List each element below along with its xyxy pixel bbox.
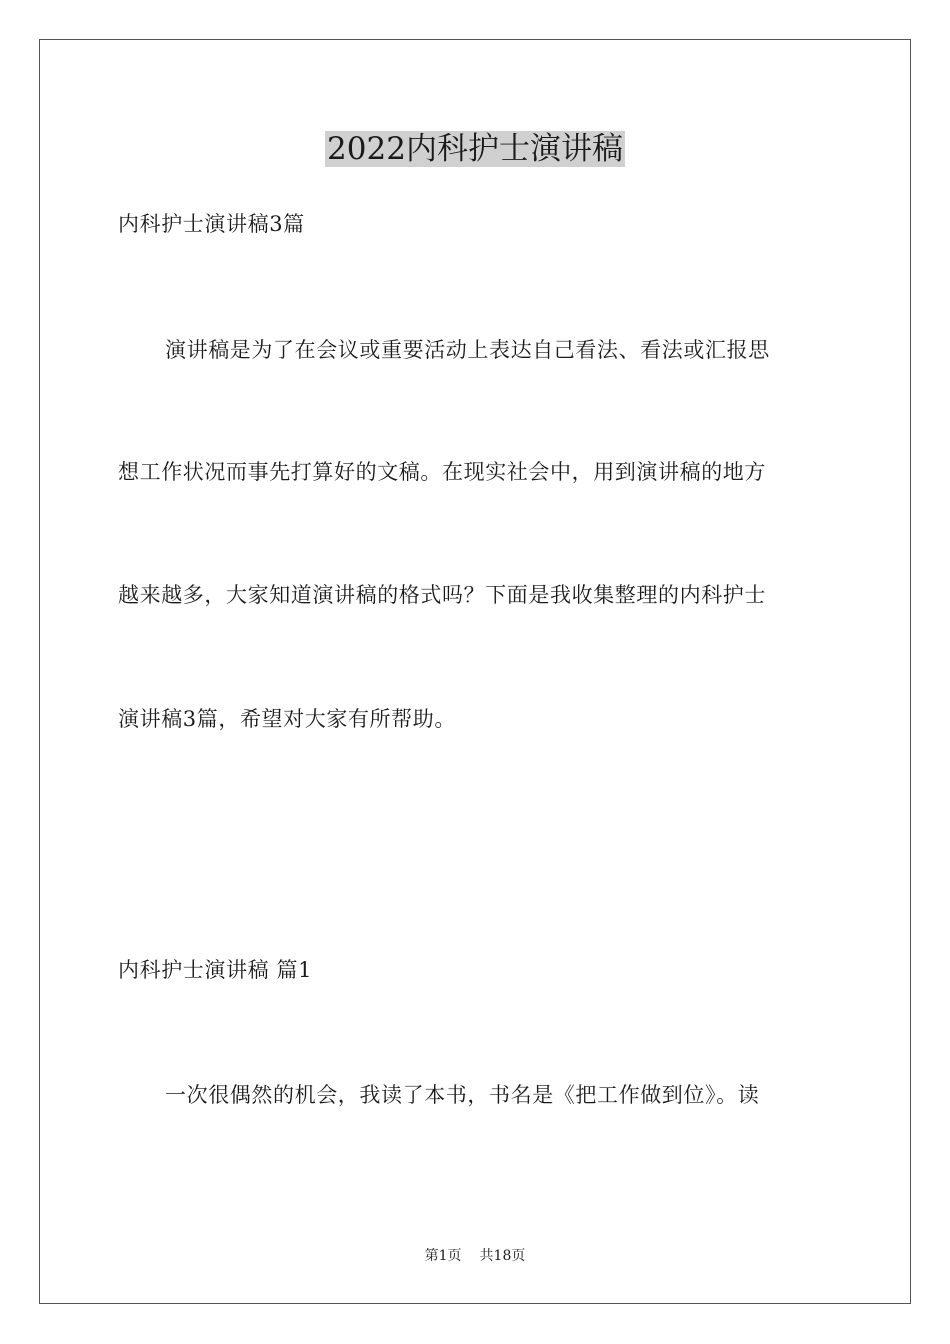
paragraph-line: 一次很偶然的机会，我读了本书，书名是《把工作做到位》。读 [165,1083,760,1107]
page-number: 第1页 [424,1248,462,1264]
paragraph-line: 演讲稿3篇，希望对大家有所帮助。 [118,707,456,731]
section-heading: 内科护士演讲稿 篇1 [118,958,313,982]
paragraph-line: 演讲稿是为了在会议或重要活动上表达自己看法、看法或汇报思 [165,338,770,362]
paragraph-line: 越来越多，大家知道演讲稿的格式吗？下面是我收集整理的内科护士 [118,583,766,607]
paragraph-line: 想工作状况而事先打算好的文稿。在现实社会中，用到演讲稿的地方 [118,460,766,484]
document-subtitle: 内科护士演讲稿3篇 [118,212,305,236]
document-title-text: 2022内科护士演讲稿 [327,131,623,167]
page-total: 共18页 [479,1248,526,1264]
document-title [0,127,950,171]
page-footer [0,1246,950,1266]
